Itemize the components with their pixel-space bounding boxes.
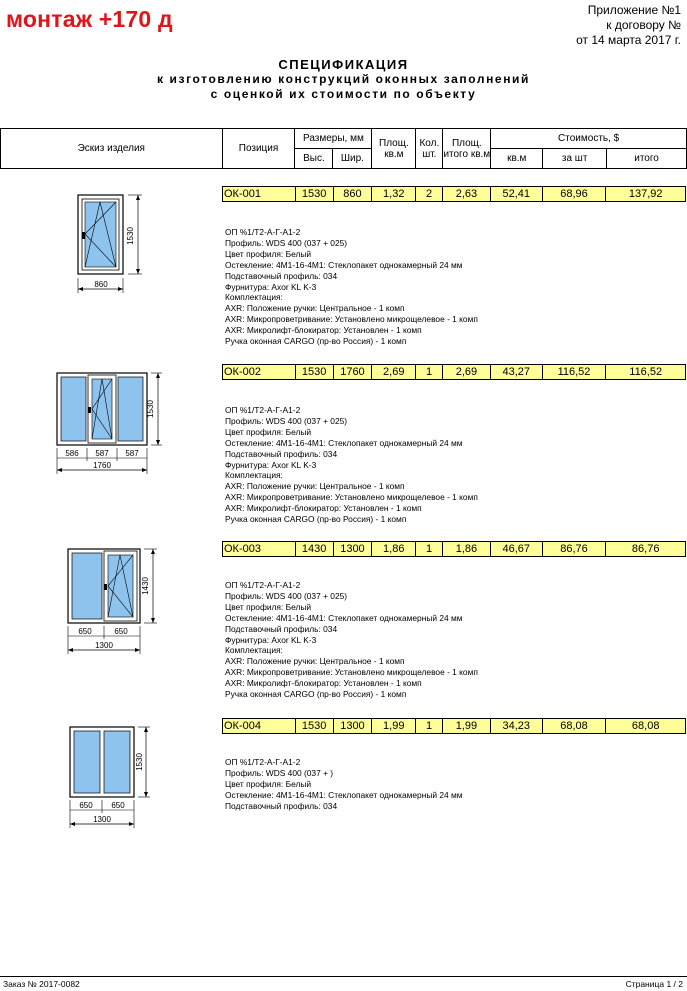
- item-price-per-sqm: 46,67: [491, 542, 543, 556]
- col-height: Выс.: [295, 149, 333, 169]
- item-total-area: 1,86: [443, 542, 491, 556]
- appendix-line-1: Приложение №1: [587, 3, 681, 17]
- desc-line: Профиль: WDS 400 (037 + ): [225, 767, 334, 778]
- item-price-per-unit: 86,76: [543, 542, 607, 556]
- desc-line: ОП %1/Т2-А-Г-А1-2: [225, 405, 301, 415]
- desc-line: Остекление: 4М1-16-4М1: Стеклопакет однокамерный 24 мм: [225, 789, 463, 800]
- desc-line: Подставочный профиль: 034: [225, 270, 338, 281]
- item-width: 860: [334, 187, 373, 201]
- desc-line: AXR: Положение ручки: Центральное - 1 комп: [225, 481, 405, 492]
- item-total-price: 86,76: [631, 543, 660, 555]
- desc-line: Остекление: 4М1-16-4М1: Стеклопакет однокамерный 24 мм: [225, 437, 463, 448]
- item-row: [222, 186, 686, 202]
- appendix-line-3: от 14 марта 2017 г.: [576, 33, 681, 47]
- desc-line: Цвет профиля: Белый: [225, 778, 312, 789]
- item-row: [222, 718, 686, 734]
- desc-line: Профиль: WDS 400 (037 + 025): [225, 590, 348, 601]
- item-description: [225, 405, 478, 525]
- desc-line: Фурнитура: Axor KL K-3: [225, 459, 317, 470]
- desc-line: AXR: Микропроветривание: Установлено микрощелевое - 1 комп: [225, 667, 478, 678]
- item-total-price: 137,92: [628, 188, 663, 200]
- col-per-unit: за шт: [543, 149, 607, 169]
- item-row: [222, 364, 686, 380]
- item-total-price: 116,52: [629, 366, 663, 378]
- desc-line: Профиль: WDS 400 (037 + 025): [225, 415, 348, 426]
- item-total-area: 2,69: [443, 365, 491, 379]
- desc-line: Остекление: 4М1-16-4М1: Стеклопакет однокамерный 24 мм: [225, 612, 463, 623]
- col-sizes: Размеры, мм: [295, 129, 372, 149]
- page-number: Страница 1 / 2: [625, 979, 683, 989]
- desc-line: ОП %1/Т2-А-Г-А1-2: [225, 757, 301, 767]
- item-qty: 2: [416, 187, 443, 201]
- desc-line: AXR: Микропроветривание: Установлено микрощелевое - 1 комп: [225, 492, 478, 503]
- desc-line: Остекление: 4М1-16-4М1: Стеклопакет однокамерный 24 мм: [225, 259, 463, 270]
- dim-width: 587: [95, 449, 109, 458]
- item-total-area: 2,63: [443, 187, 491, 201]
- desc-line: Фурнитура: Axor KL K-3: [225, 634, 317, 645]
- desc-line: Ручка оконная CARGO (пр-во Россия) - 1 комп: [225, 336, 407, 347]
- document-title: [0, 57, 687, 102]
- dim-width: 650: [79, 801, 93, 810]
- desc-line: Цвет профиля: Белый: [225, 601, 312, 612]
- item-area: 1,32: [372, 187, 416, 201]
- item-description: [225, 757, 463, 812]
- item-area: 1,86: [372, 542, 416, 556]
- dim-width: 650: [114, 627, 128, 636]
- title-line-1: СПЕЦИФИКАЦИЯ: [278, 57, 409, 72]
- item-description: [225, 580, 478, 700]
- dim-height: 1530: [146, 400, 155, 418]
- item-width: 1300: [334, 542, 373, 556]
- desc-line: Комплектация:: [225, 645, 283, 656]
- col-width: Шир.: [333, 149, 372, 169]
- desc-line: Ручка оконная CARGO (пр-во Россия) - 1 комп: [225, 689, 407, 700]
- desc-line: AXR: Положение ручки: Центральное - 1 комп: [225, 656, 405, 667]
- item-qty: 1: [416, 719, 443, 733]
- desc-line: AXR: Микролифт-блокиратор: Установлен - 1 комп: [225, 503, 422, 514]
- dim-total-width: 1760: [93, 461, 111, 470]
- spec-table-header: [0, 128, 687, 169]
- window-sketch-ok-004: [64, 724, 164, 830]
- desc-line: AXR: Микропроветривание: Установлено микрощелевое - 1 комп: [225, 314, 478, 325]
- item-price-per-unit: 68,96: [543, 187, 607, 201]
- desc-line: AXR: Положение ручки: Центральное - 1 комп: [225, 303, 405, 314]
- col-qty: Кол. шт.: [416, 129, 443, 169]
- item-area: 1,99: [372, 719, 416, 733]
- item-width: 1300: [334, 719, 373, 733]
- item-price-per-unit: 68,08: [543, 719, 607, 733]
- item-position: ОК-004: [223, 719, 296, 733]
- item-height: 1530: [296, 365, 334, 379]
- appendix-line-2: к договору №: [606, 18, 681, 32]
- desc-line: ОП %1/Т2-А-Г-А1-2: [225, 227, 301, 237]
- col-position: Позиция: [222, 129, 295, 169]
- desc-line: Ручка оконная CARGO (пр-во Россия) - 1 комп: [225, 514, 407, 525]
- item-height: 1430: [296, 542, 334, 556]
- dim-total-width: 860: [94, 280, 108, 289]
- desc-line: Подставочный профиль: 034: [225, 448, 338, 459]
- dim-total-width: 1300: [93, 815, 111, 824]
- desc-line: Комплектация:: [225, 292, 283, 303]
- desc-line: Цвет профиля: Белый: [225, 248, 312, 259]
- handwritten-note: монтаж +170 д: [6, 6, 173, 32]
- desc-line: Фурнитура: Axor KL K-3: [225, 281, 317, 292]
- desc-line: AXR: Микролифт-блокиратор: Установлен - 1 комп: [225, 325, 422, 336]
- dim-width: 586: [65, 449, 79, 458]
- item-width: 1760: [334, 365, 373, 379]
- col-area: Площ. кв.м: [372, 129, 416, 169]
- desc-line: Цвет профиля: Белый: [225, 426, 312, 437]
- item-position: ОК-001: [223, 187, 296, 201]
- item-area: 2,69: [372, 365, 416, 379]
- desc-line: AXR: Микролифт-блокиратор: Установлен - 1 комп: [225, 678, 422, 689]
- dim-height: 1530: [126, 227, 135, 245]
- item-total-area: 1,99: [443, 719, 491, 733]
- item-position: ОК-002: [223, 365, 296, 379]
- dim-width: 650: [111, 801, 125, 810]
- col-sketch: Эскиз изделия: [1, 129, 223, 169]
- window-sketch-ok-002: [52, 371, 167, 477]
- item-qty: 1: [416, 542, 443, 556]
- desc-line: Подставочный профиль: 034: [225, 800, 338, 811]
- desc-line: Профиль: WDS 400 (037 + 025): [225, 237, 348, 248]
- col-per-sqm: кв.м: [491, 149, 543, 169]
- dim-width: 650: [78, 627, 92, 636]
- desc-line: ОП %1/Т2-А-Г-А1-2: [225, 580, 301, 590]
- item-price-per-sqm: 43,27: [491, 365, 543, 379]
- title-line-3: с оценкой их стоимости по объекту: [210, 87, 477, 101]
- col-cost: Стоимость, $: [491, 129, 687, 149]
- desc-line: Подставочный профиль: 034: [225, 623, 338, 634]
- footer-rule: [0, 976, 687, 977]
- item-price-per-unit: 116,52: [543, 365, 607, 379]
- title-line-2: к изготовлению конструкций оконных заполнений: [156, 72, 531, 86]
- window-sketch-ok-001: [70, 192, 160, 296]
- appendix-reference: [576, 3, 681, 48]
- item-description: [225, 227, 478, 347]
- item-qty: 1: [416, 365, 443, 379]
- col-total: итого: [607, 149, 687, 169]
- item-height: 1530: [296, 187, 334, 201]
- item-total-price: 68,08: [631, 720, 660, 732]
- item-position: ОК-003: [223, 542, 296, 556]
- order-number: Заказ № 2017-0082: [3, 979, 80, 989]
- item-row: [222, 541, 686, 557]
- item-height: 1530: [296, 719, 334, 733]
- window-sketch-ok-003: [62, 547, 162, 657]
- item-price-per-sqm: 34,23: [491, 719, 543, 733]
- dim-height: 1430: [141, 577, 150, 595]
- dim-total-width: 1300: [95, 641, 113, 650]
- item-price-per-sqm: 52,41: [491, 187, 543, 201]
- dim-width: 587: [125, 449, 139, 458]
- col-total-area: Площ. итого кв.м: [443, 129, 491, 169]
- dim-height: 1530: [135, 753, 144, 771]
- desc-line: Комплектация:: [225, 470, 283, 481]
